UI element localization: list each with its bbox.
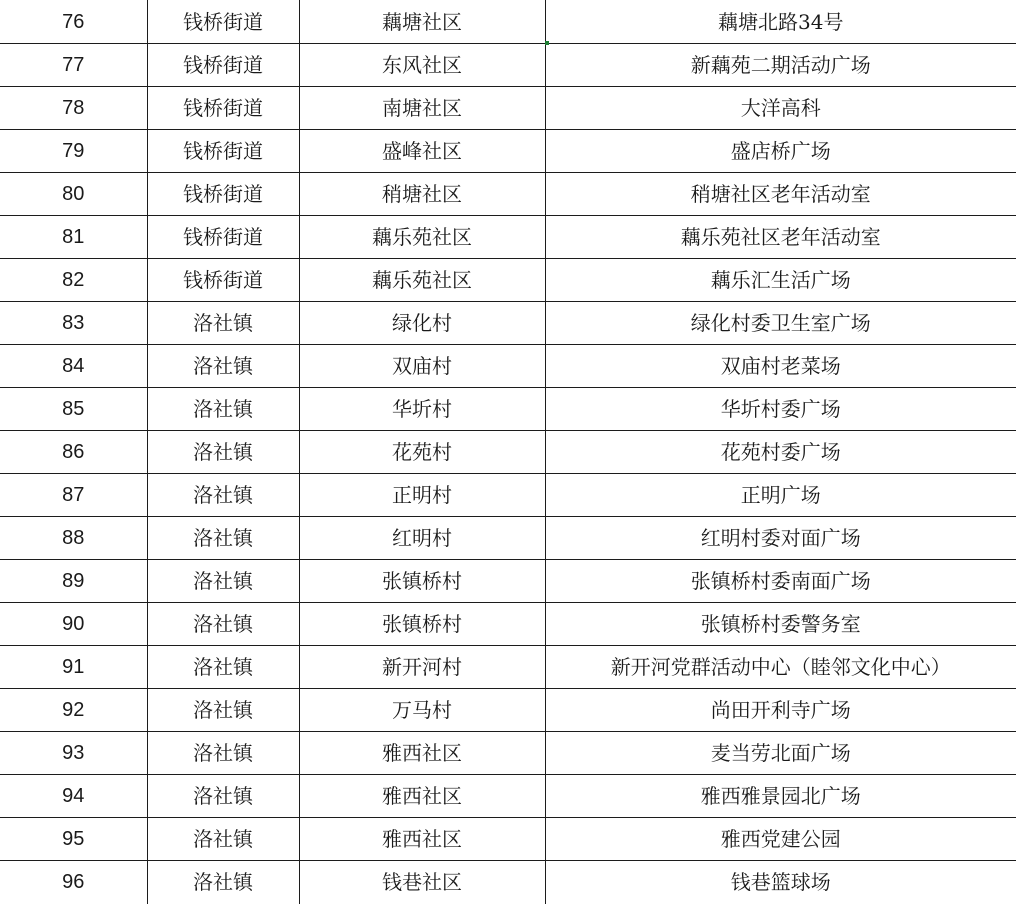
row-number-cell[interactable]: 94 — [0, 775, 147, 818]
location-cell[interactable]: 绿化村委卫生室广场 — [545, 302, 1016, 345]
row-number-cell[interactable]: 90 — [0, 603, 147, 646]
community-cell[interactable]: 藕乐苑社区 — [299, 216, 545, 259]
street-cell[interactable]: 钱桥街道 — [147, 130, 299, 173]
table-row — [0, 216, 1016, 259]
table-row — [0, 818, 1016, 861]
location-cell[interactable]: 花苑村委广场 — [545, 431, 1016, 474]
table-row — [0, 732, 1016, 775]
location-cell[interactable]: 张镇桥村委南面广场 — [545, 560, 1016, 603]
table-row — [0, 0, 1016, 44]
table-row — [0, 44, 1016, 87]
table-row — [0, 560, 1016, 603]
row-number-cell[interactable]: 92 — [0, 689, 147, 732]
community-cell[interactable]: 双庙村 — [299, 345, 545, 388]
row-number-cell[interactable]: 96 — [0, 861, 147, 904]
street-cell[interactable]: 洛社镇 — [147, 646, 299, 689]
row-number-cell[interactable]: 84 — [0, 345, 147, 388]
location-cell[interactable]: 藕乐汇生活广场 — [545, 259, 1016, 302]
row-number-cell[interactable]: 78 — [0, 87, 147, 130]
street-cell[interactable]: 洛社镇 — [147, 861, 299, 904]
street-cell[interactable]: 洛社镇 — [147, 388, 299, 431]
street-cell[interactable]: 洛社镇 — [147, 517, 299, 560]
community-cell[interactable]: 盛峰社区 — [299, 130, 545, 173]
row-number-cell[interactable]: 80 — [0, 173, 147, 216]
table-row — [0, 173, 1016, 216]
table-row — [0, 474, 1016, 517]
street-cell[interactable]: 钱桥街道 — [147, 259, 299, 302]
row-number-cell[interactable]: 82 — [0, 259, 147, 302]
community-cell[interactable]: 华圻村 — [299, 388, 545, 431]
location-cell[interactable]: 雅西雅景园北广场 — [545, 775, 1016, 818]
location-cell[interactable]: 双庙村老菜场 — [545, 345, 1016, 388]
row-number-cell[interactable]: 87 — [0, 474, 147, 517]
location-cell[interactable]: 钱巷篮球场 — [730, 870, 831, 895]
street-cell[interactable]: 洛社镇 — [147, 732, 299, 775]
street-cell[interactable]: 洛社镇 — [147, 775, 299, 818]
location-cell[interactable]: 张镇桥村委警务室 — [545, 603, 1016, 646]
table-row — [0, 87, 1016, 130]
community-cell[interactable]: 正明村 — [299, 474, 545, 517]
street-cell[interactable]: 钱桥街道 — [147, 44, 299, 87]
street-cell[interactable]: 洛社镇 — [147, 603, 299, 646]
row-number-cell[interactable]: 86 — [0, 431, 147, 474]
location-cell[interactable]: 正明广场 — [545, 474, 1016, 517]
row-number-cell[interactable]: 85 — [0, 388, 147, 431]
table-row — [0, 259, 1016, 302]
table-row — [0, 130, 1016, 173]
street-cell[interactable]: 洛社镇 — [147, 302, 299, 345]
row-number-cell[interactable]: 79 — [0, 130, 147, 173]
location-cell[interactable]: 大洋高科 — [545, 87, 1016, 130]
row-number-cell[interactable]: 76 — [0, 0, 147, 44]
community-cell[interactable]: 绿化村 — [299, 302, 545, 345]
table-row — [0, 388, 1016, 431]
table-row — [0, 431, 1016, 474]
community-cell[interactable]: 万马村 — [299, 689, 545, 732]
street-cell[interactable]: 洛社镇 — [147, 560, 299, 603]
row-number-cell[interactable]: 95 — [0, 818, 147, 861]
location-cell[interactable]: 稍塘社区老年活动室 — [545, 173, 1016, 216]
community-cell[interactable]: 雅西社区 — [299, 775, 545, 818]
street-cell[interactable]: 洛社镇 — [147, 474, 299, 517]
table-row — [0, 302, 1016, 345]
community-cell[interactable]: 藕乐苑社区 — [299, 259, 545, 302]
street-cell[interactable]: 洛社镇 — [147, 818, 299, 861]
location-cell[interactable]: 藕乐苑社区老年活动室 — [545, 216, 1016, 259]
community-cell[interactable]: 张镇桥村 — [299, 560, 545, 603]
row-number-cell[interactable]: 89 — [0, 560, 147, 603]
table-row — [0, 775, 1016, 818]
location-cell[interactable]: 尚田开利寺广场 — [545, 689, 1016, 732]
location-cell[interactable]: 红明村委对面广场 — [545, 517, 1016, 560]
community-cell[interactable]: 红明村 — [299, 517, 545, 560]
street-cell[interactable]: 钱桥街道 — [147, 0, 299, 44]
street-cell[interactable]: 洛社镇 — [147, 345, 299, 388]
community-cell[interactable]: 花苑村 — [299, 431, 545, 474]
community-cell[interactable]: 张镇桥村 — [299, 603, 545, 646]
location-cell[interactable]: 麦当劳北面广场 — [545, 732, 1016, 775]
location-cell[interactable]: 新藕苑二期活动广场 — [545, 44, 1016, 87]
table-row — [0, 861, 1016, 904]
table-row — [0, 689, 1016, 732]
location-cell[interactable]: 新开河党群活动中心（睦邻文化中心） — [545, 646, 1016, 689]
community-cell[interactable]: 稍塘社区 — [299, 173, 545, 216]
row-number-cell[interactable]: 93 — [0, 732, 147, 775]
row-number-cell[interactable]: 81 — [0, 216, 147, 259]
community-cell[interactable]: 雅西社区 — [299, 732, 545, 775]
location-cell[interactable]: 雅西党建公园 — [545, 818, 1016, 861]
table-row — [0, 646, 1016, 689]
row-number-cell[interactable]: 88 — [0, 517, 147, 560]
street-cell[interactable]: 钱桥街道 — [147, 173, 299, 216]
location-cell[interactable]: 华圻村委广场 — [545, 388, 1016, 431]
street-cell[interactable]: 钱桥街道 — [147, 87, 299, 130]
street-cell[interactable]: 洛社镇 — [147, 431, 299, 474]
row-number-cell[interactable]: 91 — [0, 646, 147, 689]
community-cell[interactable]: 钱巷社区 — [299, 861, 545, 904]
table-row — [0, 517, 1016, 560]
table-row — [0, 603, 1016, 646]
community-cell[interactable]: 雅西社区 — [299, 818, 545, 861]
street-cell[interactable]: 钱桥街道 — [147, 216, 299, 259]
street-cell[interactable]: 洛社镇 — [147, 689, 299, 732]
table-row — [0, 345, 1016, 388]
location-cell[interactable]: 藕塘北路34号 — [545, 0, 1016, 44]
community-cell[interactable]: 东风社区 — [299, 44, 545, 87]
row-number-cell[interactable]: 77 — [0, 44, 147, 87]
cell-comment-marker — [545, 41, 549, 45]
community-cell[interactable]: 南塘社区 — [299, 87, 545, 130]
community-cell[interactable]: 藕塘社区 — [299, 0, 545, 44]
community-cell[interactable]: 新开河村 — [299, 646, 545, 689]
location-cell[interactable]: 盛店桥广场 — [545, 130, 1016, 173]
row-number-cell[interactable]: 83 — [0, 302, 147, 345]
